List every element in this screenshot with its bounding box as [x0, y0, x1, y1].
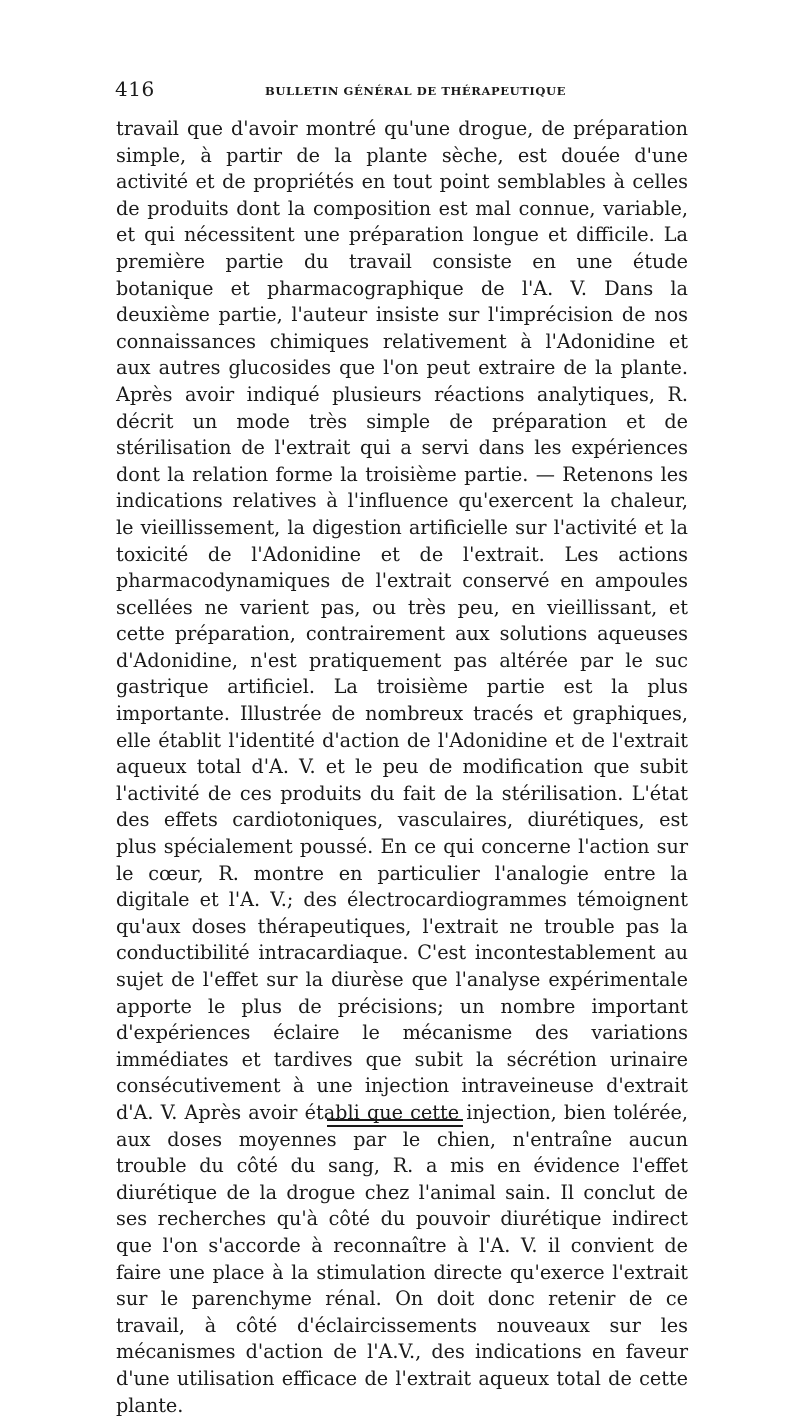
page-number: 416: [115, 77, 155, 101]
body-paragraph: travail que d'avoir montré qu'une drogue, de préparation simple, à partir de la plante sèche, est douée d'une activité et de propriétés en tout point semblables à celles de produits dont la composition est mal connue, variable, et qui nécessitent une préparation longue et difficile. La première partie du travail consiste en une étude botanique et pharmacographique de l'A. V. Dans la deuxième partie, l'auteur insiste sur l'imprécision de nos connaissances chimiques relativement à l'Adonidine et aux autres glucosides que l'on peut extraire de la plante. Après avoir indiqué plusieurs réactions analytiques, R. décrit un mode très simple de préparation et de stérilisation de l'extrait qui a servi dans les expériences dont la relation forme la troisième partie. — Retenons les indications relatives à l'influence qu'exercent la chaleur, le vieillissement, la digestion artificielle sur l'activité et la toxicité de l'Adonidine et de l'extrait. Les actions pharmacodynamiques de l'extrait conservé en ampoules scellées ne varient pas, ou très peu, en vieillissant, et cette préparation, contrairement aux solutions aqueuses d'Adonidine, n'est pratiquement pas altérée par le suc gastrique artificiel. La troisième partie est la plus importante. Illustrée de nombreux tracés et graphiques, elle établit l'identité d'action de l'Adonidine et de l'extrait aqueux total d'A. V. et le peu de modification que subit l'activité de ces produits du fait de la stérilisation. L'état des effets cardiotoniques, vasculaires, diurétiques, est plus spécialement poussé. En ce qui concerne l'action sur le cœur, R. montre en particulier l'analogie entre la digitale et l'A. V.; des électrocardiogrammes témoignent qu'aux doses thérapeutiques, l'extrait ne trouble pas la conductibilité intracardiaque. C'est incontestablement au sujet de l'effet sur la diurèse que l'analyse expérimentale apporte le plus de précisions; un nombre important d'expériences éclaire le mécanisme des variations immédiates et tardives que subit la sécrétion urinaire consécutivement à une injection intraveineuse d'extrait d'A. V. Après avoir établi que cette injection, bien tolérée, aux doses moyennes par le chien, n'entraîne aucun trouble du côté du sang, R. a mis en évidence l'effet diurétique de la drogue chez l'animal sain. Il conclut de ses recherches qu'à côté du pouvoir diurétique indirect que l'on s'accorde à reconnaître à l'A. V. il convient de faire une place à la stimulation directe qu'exerce l'extrait sur le parenchyme rénal. On doit donc retenir de ce travail, à côté d'éclaircissements nouveaux sur les mécanismes d'action de l'A.V., des indications en faveur d'une utilisation efficace de l'extrait aqueux total de cette plante.: [116, 117, 688, 1417]
page-header: [115, 78, 695, 102]
running-title: BULLETIN GÉNÉRAL DE THÉRAPEUTIQUE: [265, 84, 566, 98]
end-rule: [327, 1119, 463, 1127]
